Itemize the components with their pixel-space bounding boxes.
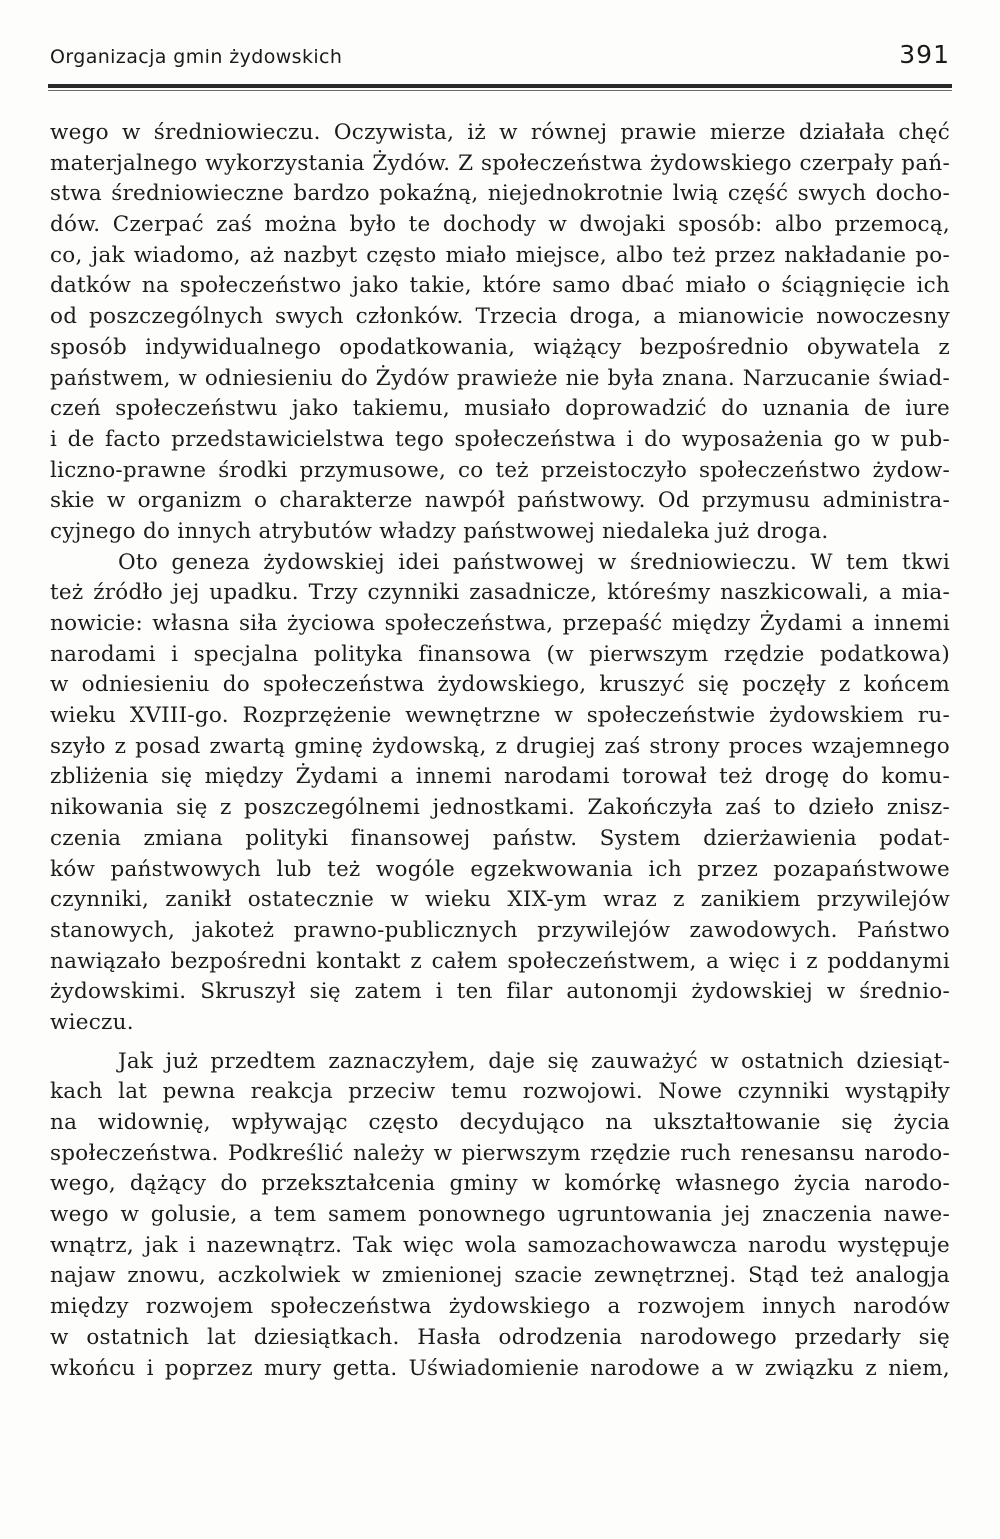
- text-line: w ostatnich lat dziesiątkach. Hasła odrodzenia narodowego przedarły się: [50, 1324, 950, 1350]
- text-line: nawiązało bezpośredni kontakt z całem społeczeństwem, a więc i z poddanymi: [50, 948, 950, 974]
- text-line: państwem, w odniesieniu do Żydów prawieże nie była znana. Narzucanie świad-: [50, 365, 950, 391]
- text-line: wieku XVIII-go. Rozprzężenie wewnętrzne w społeczeństwie żydowskiem ru-: [50, 703, 950, 729]
- text-line: wieczu.: [50, 1009, 134, 1035]
- text-line: Oto geneza żydowskiej idei państwowej w średniowieczu. W tem tkwi: [118, 549, 950, 575]
- text-line: najaw znowu, aczkolwiek w zmienionej szacie zewnętrznej. Stąd też analogja: [50, 1263, 950, 1289]
- text-line: skie w organizm o charakterze nawpół państwowy. Od przymusu administra-: [50, 488, 950, 514]
- text-line: też źródło jej upadku. Trzy czynniki zasadnicze, któreśmy naszkicowali, a mia-: [50, 580, 950, 606]
- text-line: narodami i specjalna polityka finansowa (w pierwszym rzędzie podatkowa): [50, 641, 950, 667]
- text-line: między rozwojem społeczeństwa żydowskiego a rozwojem innych narodów: [50, 1294, 950, 1320]
- text-line: co, jak wiadomo, aż nazbyt często miało miejsce, albo też przez nakładanie po-: [50, 242, 950, 268]
- text-line: szyło z posad zwartą gminę żydowską, z drugiej zaś strony proces wzajemnego: [50, 733, 950, 759]
- text-line: wego w średniowieczu. Oczywista, iż w równej prawie mierze działała chęć: [50, 120, 950, 145]
- text-line: stwa średniowieczne bardzo pokaźną, niejednokrotnie lwią część swych docho-: [50, 181, 950, 207]
- text-line: liczno-prawne środki przymusowe, co też przeistoczyło społeczeństwo żydow-: [50, 457, 950, 483]
- text-line: Jak już przedtem zaznaczyłem, daje się zauważyć w ostatnich dziesiąt-: [118, 1048, 950, 1074]
- text-line: wnątrz, jak i nazewnątrz. Tak więc wola samozachowawcza narodu występuje: [50, 1232, 950, 1258]
- text-line: ków państwowych lub też wogóle egzekwowania ich przez pozapaństwowe: [50, 856, 950, 882]
- text-line: dów. Czerpać zaś można było te dochody w dwojaki sposób: albo przemocą,: [50, 212, 950, 238]
- text-line: społeczeństwa. Podkreślić należy w pierwszym rzędzie ruch renesansu narodo-: [50, 1140, 950, 1166]
- text-line: materjalnego wykorzystania Żydów. Z społeczeństwa żydowskiego czerpały pań-: [50, 150, 950, 176]
- text-line: nikowania się z poszczególnemi jednostkami. Zakończyła zaś to dzieło znisz-: [50, 795, 950, 821]
- text-line: zbliżenia się między Żydami a innemi narodami torował też drogę do komu-: [50, 764, 950, 790]
- header-rule-thin: [48, 90, 952, 91]
- page-number: 391: [899, 40, 950, 69]
- text-line: stanowych, jakoteż prawno-publicznych przywilejów zawodowych. Państwo: [50, 917, 950, 943]
- text-line: czynniki, zanikł ostatecznie w wieku XIX-ym wraz z zanikiem przywilejów: [50, 887, 950, 913]
- text-line: wego, dążący do przekształcenia gminy w komórkę własnego życia narodo-: [50, 1171, 950, 1197]
- text-line: w odniesieniu do społeczeństwa żydowskiego, kruszyć się poczęły z końcem: [50, 672, 950, 698]
- header-rule: [48, 84, 952, 88]
- text-line: i de facto przedstawicielstwa tego społeczeństwa i do wyposażenia go w pub-: [50, 426, 950, 452]
- paragraph-2: [50, 548, 950, 1039]
- text-line: nowicie: własna siła życiowa społeczeństwa, przepaść między Żydami a innemi: [50, 611, 950, 636]
- paragraph-gap: [50, 1039, 950, 1047]
- text-line: czenia zmiana polityki finansowej państw. System dzierżawienia podat-: [50, 825, 950, 851]
- text-line: sposób indywidualnego opodatkowania, wiążący bezpośrednio obywatela z: [50, 334, 950, 360]
- text-line: na widownię, wpływając często decydująco na ukształtowanie się życia: [50, 1110, 950, 1135]
- paragraph-3: [50, 1047, 950, 1385]
- text-line: czeń społeczeństwu jako takiemu, musiało doprowadzić do uznania de iure: [50, 396, 950, 422]
- text-line: wkońcu i poprzez mury getta. Uświadomienie narodowe a w związku z niem,: [50, 1355, 950, 1381]
- running-head: [50, 36, 950, 72]
- paragraph-1: [50, 118, 950, 548]
- running-title: Organizacja gmin żydowskich: [50, 46, 343, 68]
- body-text: [50, 118, 950, 1384]
- text-line: datków na społeczeństwo jako takie, które samo dbać miało o ściągnięcie ich: [50, 273, 950, 299]
- text-line: cyjnego do innych atrybutów władzy państwowej niedaleka już droga.: [50, 518, 829, 544]
- text-line: żydowskimi. Skruszył się zatem i ten filar autonomji żydowskiej w średnio-: [50, 979, 950, 1005]
- text-line: kach lat pewna reakcja przeciw temu rozwojowi. Nowe czynniki wystąpiły: [50, 1079, 950, 1105]
- text-line: od poszczególnych swych członków. Trzecia droga, a mianowicie nowoczesny: [50, 304, 950, 330]
- text-line: wego w golusie, a tem samem ponownego ugruntowania jej znaczenia nawe-: [50, 1202, 950, 1228]
